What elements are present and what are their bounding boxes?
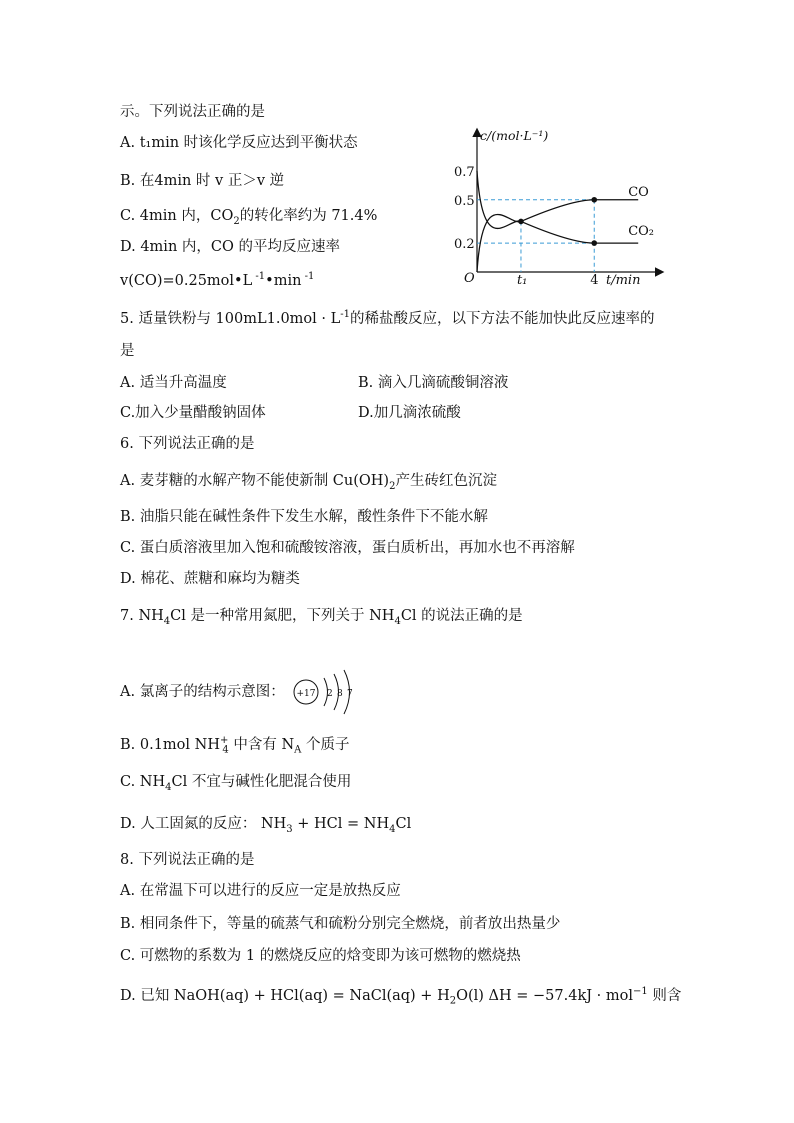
origin-label: O — [464, 271, 475, 286]
q8-option-b: B. 相同条件下，等量的硫蒸气和硫粉分别完全燃烧，前者放出热量少 — [120, 916, 561, 932]
q7-d-sub2: 4 — [389, 823, 396, 835]
q8-option-d — [120, 982, 681, 1012]
q7-stem — [120, 606, 523, 632]
q7-d-mid: + HCl = NH — [292, 816, 390, 832]
nucleus-label: +17 — [296, 689, 316, 699]
q4-option-c-post: 的转化率约为 71.4% — [239, 208, 378, 224]
shell-2-electrons: 8 — [336, 689, 343, 699]
x-tick-label: t₁ — [516, 273, 528, 287]
q8-option-a: A. 在常温下可以进行的反应一定是放热反应 — [120, 883, 401, 899]
point-crossing — [518, 219, 524, 225]
q5-option-b: B. 滴入几滴硫酸铜溶液 — [358, 375, 509, 391]
q8-d-sub: 2 — [449, 995, 457, 1007]
q5-stem-line2: 是 — [120, 343, 135, 359]
shell-3-electrons: 7 — [346, 689, 353, 699]
q5-stem-line1 — [120, 305, 655, 329]
q5-stem1-sup: -1 — [340, 309, 350, 320]
q7-stem-post2: Cl 的说法正确的是 — [400, 608, 523, 624]
q7-c-sub: 4 — [165, 781, 172, 793]
q7-stem-sub2: 4 — [394, 615, 401, 627]
q6-a-post: 产生砖红色沉淀 — [395, 473, 497, 489]
q4-option-d-line1: D. 4min 内，CO 的平均反应速率 — [120, 239, 340, 255]
q7-d-post: Cl — [395, 816, 412, 832]
q5-stem1-post: 的稀盐酸反应，以下方法不能加快此反应速率的 — [350, 310, 655, 327]
q8-stem: 8. 下列说法正确的是 — [120, 852, 255, 868]
chloride-ion-structure-diagram — [291, 668, 363, 716]
q7-stem-sub: 4 — [163, 615, 171, 627]
q4-intro: 示。下列说法正确的是 — [120, 104, 265, 120]
q7-stem-post: Cl 是一种常用氮肥，下列关于 NH — [170, 608, 395, 624]
q7-b-sup: + — [220, 735, 229, 746]
q7-b-mid: 中含有 N — [228, 736, 295, 753]
q6-option-a — [120, 471, 497, 497]
x-axis-label: t/min — [606, 273, 641, 287]
q4-d2-pre: v(CO)=0.25mol•L — [120, 272, 253, 289]
y-tick-label: 0.7 — [454, 164, 475, 180]
q6-option-d: D. 棉花、蔗糖和麻均为糖类 — [120, 571, 300, 587]
concentration-chart — [440, 122, 670, 287]
q7-b-pre: B. 0.1mol NH — [120, 736, 220, 753]
q8-d-sup: −1 — [633, 986, 648, 997]
q6-option-b: B. 油脂只能在碱性条件下发生水解，酸性条件下不能水解 — [120, 509, 488, 525]
q4-option-b: B. 在4min 时 v 正＞v 逆 — [120, 173, 285, 189]
y-axis-label: c/(mol·L⁻¹) — [480, 128, 549, 143]
q4-d2-sup2: -1 — [301, 271, 315, 282]
q7-c-post: Cl 不宜与碱性化肥混合使用 — [171, 774, 352, 790]
legend-co2: CO₂ — [628, 224, 655, 240]
q6-stem: 6. 下列说法正确的是 — [120, 436, 255, 452]
x-tick-label: 4 — [590, 273, 599, 287]
y-tick-label: 0.2 — [454, 237, 475, 253]
q6-option-c: C. 蛋白质溶液里加入饱和硫酸铵溶液，蛋白质析出，再加水也不再溶解 — [120, 540, 575, 556]
q4-option-c — [120, 206, 377, 232]
q5-option-c: C.加入少量醋酸钠固体 — [120, 405, 266, 421]
q7-b-sub: 4 — [222, 744, 229, 756]
q6-a-sub: 2 — [389, 480, 396, 492]
q4-option-d-line2 — [120, 267, 314, 291]
point-co2-equilibrium — [591, 240, 597, 246]
q7-option-d — [120, 814, 411, 840]
q7-b-post: 个质子 — [301, 736, 350, 753]
q8-d-mid: O(l) ΔH = −57.4kJ · mol — [456, 987, 634, 1004]
q4-d2-sup1: -1 — [252, 271, 266, 282]
q7-d-pre: D. 人工固氮的反应： NH — [120, 816, 287, 832]
q8-option-c: C. 可燃物的系数为 1 的燃烧反应的焓变即为该可燃物的燃烧热 — [120, 948, 521, 964]
q7-option-a — [120, 668, 363, 716]
q4-option-c-pre: C. 4min 内，CO — [120, 208, 234, 224]
shell-1-electrons: 2 — [326, 689, 333, 699]
q7-option-b — [120, 731, 350, 761]
point-co-equilibrium — [591, 197, 597, 203]
q7-d-sub: 3 — [286, 823, 293, 835]
q5-option-a: A. 适当升高温度 — [120, 375, 227, 391]
q8-d-post: 则含 — [647, 987, 682, 1004]
q6-a-pre: A. 麦芽糖的水解产物不能使新制 Cu(OH) — [120, 473, 390, 489]
legend-co: CO — [628, 184, 649, 200]
q5-stem1: 5. 适量铁粉与 100mL1.0mol · L — [120, 310, 341, 327]
q7-a-label: A. 氯离子的结构示意图： — [120, 684, 285, 700]
q4-option-c-sub: 2 — [233, 215, 240, 227]
q7-stem-pre: 7. NH — [120, 608, 164, 624]
q7-option-c — [120, 772, 351, 798]
q4-d2-mid: •min — [265, 272, 302, 289]
y-tick-label: 0.5 — [454, 193, 475, 209]
q4-option-a: A. t₁min 时该化学反应达到平衡状态 — [120, 135, 358, 151]
q7-c-pre: C. NH — [120, 774, 166, 790]
q5-option-d: D.加几滴浓硫酸 — [358, 405, 461, 421]
q7-b-sub2: A — [294, 744, 302, 756]
q8-d-pre: D. 已知 NaOH(aq) + HCl(aq) = NaCl(aq) + H — [120, 987, 450, 1004]
